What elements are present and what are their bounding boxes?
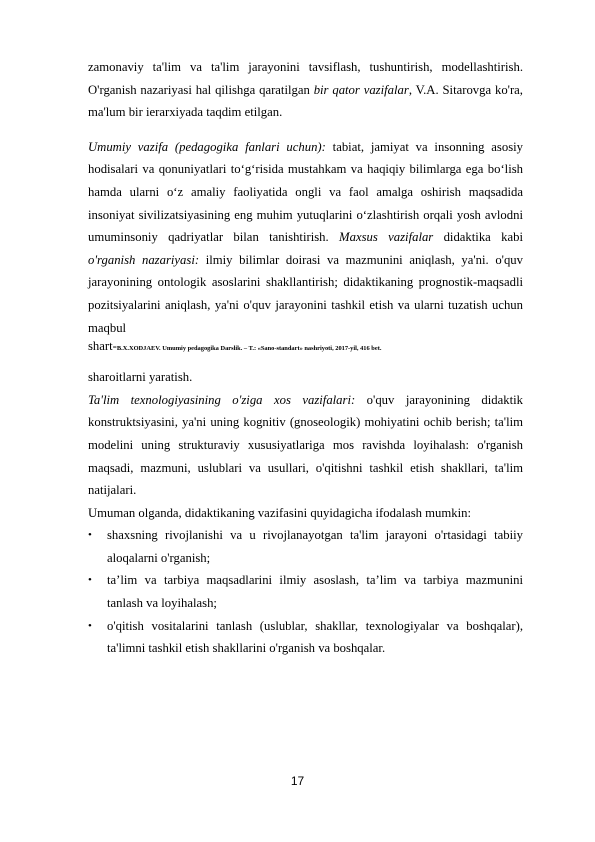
paragraph-general-task: Umumiy vazifa (pedagogika fanlari uchun): tabiat, jamiyat va insonning asosiy hodisalari va qonuniyatlari to‘g‘risida mustahkam va haqiqiy bilimlarga ega bo‘lish hamda ularni o‘z amaliy faoliyatida ongli va faol amalga oshirish maqsadida insoniyat sivilizatsiyasining eng muhim yutuqlarini o‘zlashtirish orqali yosh avlodni umuminsoniy qadriyatlar bilan tanishtirish. Maxsus vazifalar didaktika kabi o'rganish nazariyasi: ilmiy bilimlar doirasi va mazmunini aniqlash, ya'ni. o'quv jarayonining ontologik asoslarini shakllantirish; didaktikaning prognostik-maqsadli pozitsiyalarini aniqlash, ya'ni o'quv jarayonini tashkil etish va ularni tuzatish uchun maqbul [88,139,523,335]
list-item: • shaxsning rivojlanishi va u rivojlanayotgan ta'lim jarayoni o'rtasidagi tabiiy aloqalarni o'rganish; [88,524,523,569]
general-task-heading: Umumiy vazifa (pedagogika fanlari uchun): [88,139,326,154]
footnote-line: shart-B.X.XODJAEV. Umumiy pedagogika Darslik. – T.: «Sano-standart» nashriyoti, 2017-yil, 416 bet. [88,339,382,354]
special-tasks-phrase: Maxsus vazifalar [339,230,434,245]
bullet-icon: • [88,529,92,542]
list-item: • ta’lim va tarbiya maqsadlarini ilmiy asoslash, ta’lim va tarbiya mazmunini tanlash va loyihalash; [88,569,523,614]
paragraph-intro: zamonaviy ta'lim va ta'lim jarayonini tavsiflash, tushuntirish, modellashtirish. O'rganish nazariyasi hal qilishga qaratilgan bir qator vazifalar, V.A. Sitarovga ko'ra, ma'lum bir ierarxiyada taqdim etilgan. [88,60,523,120]
list-item: • o'qitish vositalarini tanlash (uslublar, shakllar, texnologiyalar va boshqalar), ta'limni tashkil etish shakllarini o'rganish va boshqalar. [88,615,523,660]
paragraph-summary: Umuman olganda, didaktikaning vazifasini quyidagicha ifodalash mumkin: [88,505,472,520]
page-body [88,56,523,660]
italic-phrase: bir qator vazifalar [313,82,409,97]
bullet-icon: • [88,619,92,632]
page-number: 17 [290,774,305,788]
learning-theory-phrase: o'rganish nazariyasi: [88,252,200,267]
paragraph-conditions: sharoitlarni yaratish. [88,370,193,385]
footnote-reference: B.X.XODJAEV. Umumiy pedagogika Darslik. – T.: «Sano-standart» nashriyoti, 2017-yil, 416 bet. [116,345,382,353]
bullet-icon: • [88,574,92,587]
technology-tasks-heading: Ta'lim texnologiyasining o'ziga xos vazifalari: [88,392,356,407]
paragraph-technology-tasks: Ta'lim texnologiyasining o'ziga xos vazifalari: o'quv jarayonining didaktik konstruktsiyasini, ya'ni uning kognitiv (gnoseologik) mohiyatini ochib berish; ta'lim modelini uning strukturaviy xususiyatlariga mos ravishda loyihalash: o'rganish maqsadi, mazmuni, uslublari va usullari, o'qitishni tashkil etish shakllari, ta'lim natijalari. [88,392,523,498]
didactics-task-list [88,524,523,660]
